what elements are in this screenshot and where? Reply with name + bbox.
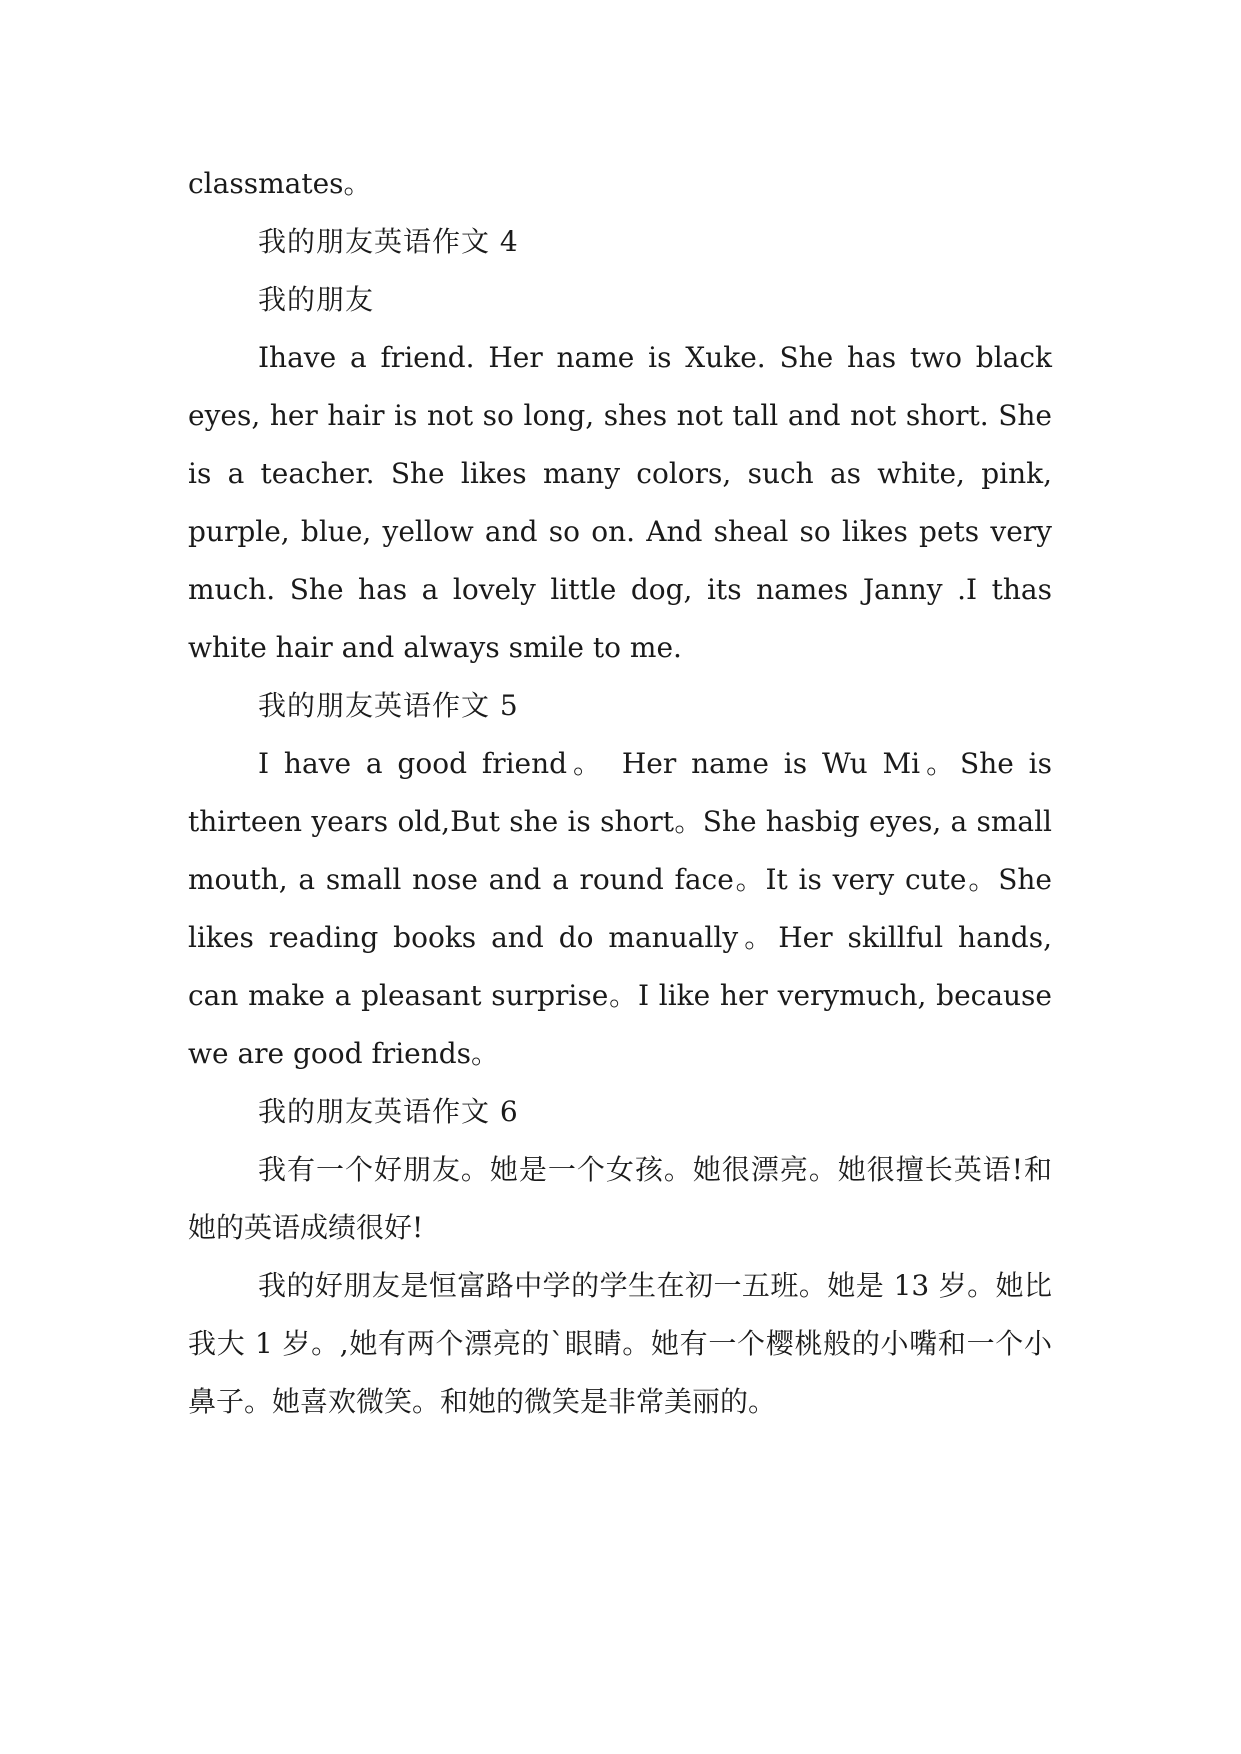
essay-title: 我的朋友 xyxy=(258,283,375,316)
essay-heading-5: 我的朋友英语作文 5 xyxy=(258,689,519,722)
document-page xyxy=(188,155,1052,1431)
essay-6-body-1: 我有一个好朋友。她是一个女孩。她很漂亮。她很擅长英语!和她的英语成绩很好! xyxy=(188,1153,1052,1244)
essay-heading-6: 我的朋友英语作文 6 xyxy=(258,1095,519,1128)
essay-heading-4: 我的朋友英语作文 4 xyxy=(258,225,519,258)
essay-5-body: I have a good friend。 Her name is Wu Mi。She is thirteen years old,But she is short。She hasbig eyes, a small mouth, a small nose and a round face。It is very cute。She likes reading books and do manually。Her skillful hands, can make a pleasant surprise。I like her verymuch, because we are good friends。 xyxy=(188,747,1052,1070)
essay-6-body-2: 我的好朋友是恒富路中学的学生在初一五班。她是 13 岁。她比我大 1 岁。,她有两个漂亮的`眼睛。她有一个樱桃般的小嘴和一个小鼻子。她喜欢微笑。和她的微笑是非常美丽的。 xyxy=(188,1269,1052,1418)
essay-4-body: Ihave a friend. Her name is Xuke. She has two black eyes, her hair is not so long, shes not tall and not short. She is a teacher. She likes many colors, such as white, pink, purple, blue, yellow and so on. And sheal so likes pets very much. She has a lovely little dog, its names Janny .I thas white hair and always smile to me. xyxy=(188,341,1052,664)
paragraph-continued: classmates。 xyxy=(188,167,372,200)
